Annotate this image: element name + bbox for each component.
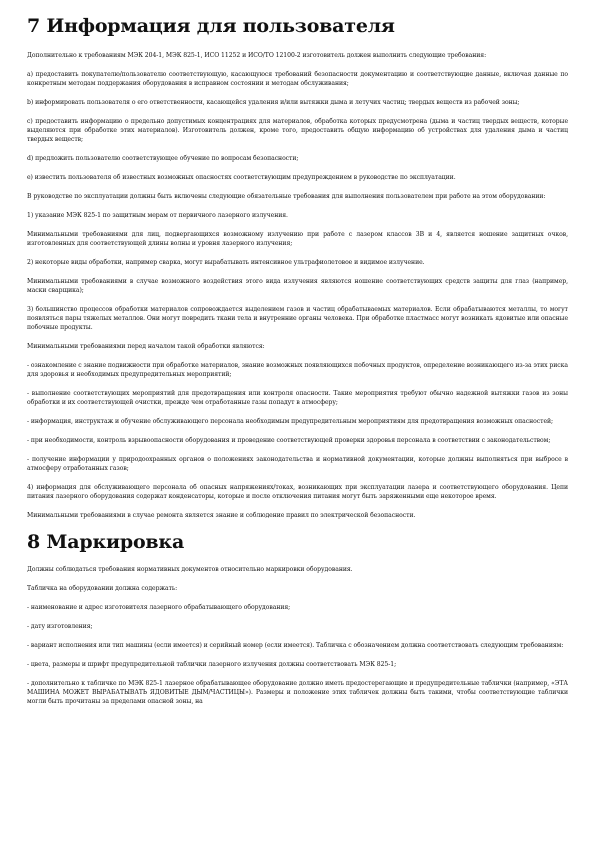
list-item: - информация, инструктаж и обучение обслуживающего персонала необходимым предупредительным мероприятиям для предотвращения возможных опасностей; [27, 418, 554, 425]
list-item: - вариант исполнения или тип машины (если имеется) и серийный номер (если имеется). Табличка с обозначением должна соответствовать следующим требованиям: [27, 642, 564, 649]
paragraph: Минимальными требованиями в случае возможного воздействия этого вида излучения являются ношение соответствующих средств защиты для глаз (например, маски сварщика); [27, 278, 568, 294]
list-item: b) информировать пользователя о его ответственности, касающейся удаления и/или вытяжки дыма и летучих частиц; твердых веществ из рабочей зоны; [27, 99, 520, 106]
list-item: - дополнительно к табличке по МЭК 825-1 лазерное обрабатывающее оборудование должно иметь предостерегающие и предупредительные таблички (например, «ЭТА МАШИНА МОЖЕТ ВЫРАБАТЫВАТЬ ЯДОВИТЫЕ ДЫМ/ЧАСТИЦЫ»). Размеры и положение этих табличек должны быть такими, чтобы соответствующие таблички могли быть прочитаны за пределами опасной зоны, на [27, 680, 568, 705]
paragraph: Минимальными требованиями перед началом такой обработки являются: [27, 343, 265, 350]
list-item: - выполнение соответствующих мероприятий для предотвращения или контроля опасности. Такие мероприятия требуют обычно надежной вытяжки газов из зоны обработки и их соответствующей очистки, прежде чем отработанные газы попадут в атмосферу; [27, 390, 568, 406]
list-item: - при необходимости, контроль взрывоопасности оборудования и проведение соответствующей проверки здоровья персонала в соответствии с законодательством; [27, 437, 551, 444]
paragraph: Минимальными требованиями в случае ремонта является знание и соблюдение правил по электрической безопасности. [27, 512, 416, 519]
paragraph: Табличка на оборудовании должна содержать: [27, 585, 178, 592]
list-item: е) известить пользователя об известных возможных опасностях соответствующим предупреждением в руководстве по эксплуатации. [27, 174, 456, 181]
paragraph: Должны соблюдаться требования нормативных документов относительно маркировки оборудования. [27, 566, 353, 573]
list-item: 4) информация для обслуживающего персонала об опасных напряжениях/токах, возникающих при эксплуатации лазера и соответствующего оборудования. Цепи питания лазерного оборудования содержат конденсаторы, которые и после отключения питания могут быть заряженными еще некоторое время. [27, 484, 568, 500]
list-item: - получение информации у природоохранных органов о положениях законодательства и нормативной документации, которые должны выполняться при выбросе в атмосферу отработанных газов; [27, 456, 568, 472]
list-item: 3) большинство процессов обработки материалов сопровождается выделением газов и частиц обрабатываемых материалов. Если обрабатываются металлы, то могут появляться пары тяжелых металлов. Они могут повредить ткани тела и внутренние органы человека. При обработке пластмасс могут возникать ядовитые или опасные побочные продукты. [27, 306, 568, 331]
list-item: 2) некоторые виды обработки, например сварка, могут вырабатывать интенсивное ультрафиолетовое и видимое излучение. [27, 259, 425, 266]
paragraph: Минимальными требованиями для лиц, подвергающихся возможному излучению при работе с лазером классов 3В и 4, является ношение защитных очков, изготовленных для соответствующей длины волны и уровня лазерного излучения; [27, 231, 568, 247]
section-8-title: 8 Маркировка [27, 531, 185, 553]
list-item: 1) указание МЭК 825-1 по защитным мерам от первичного лазерного излучения. [27, 212, 288, 219]
list-item: d) предложить пользователю соответствующее обучение по вопросам безопасности; [27, 155, 299, 162]
section-7-body [27, 51, 568, 520]
paragraph: Дополнительно к требованиям МЭК 204-1, МЭК 825-1, ИСО 11252 и ИСО/ТО 12100-2 изготовитель должен выполнить следующие требования: [27, 52, 487, 59]
list-item: а) предоставить покупателю/пользователю соответствующую, касающуюся требований безопасности документацию и соответствующие данные, включая данные по конкретным методам поддержания оборудования в исправном состоянии и методам обслуживания; [27, 71, 568, 87]
list-item: - наименование и адрес изготовителя лазерного обрабатывающего оборудования; [27, 604, 291, 611]
list-item: - ознакомление с знание подвижности при обработке материалов, знание возможных появляющихся побочных продуктов, определение возникающего из-за этих риска для здоровья и необходимых предупредительных мероприятий; [27, 362, 568, 378]
list-item: с) предоставить информацию о предельно допустимых концентрациях для материалов, обработка которых предусмотрена (дыма и частиц твердых веществ, которые выделяются при обработке этих материалов). Изготовитель должен, кроме того, предоставить общую информацию об устройствах для удаления дыма и частиц твердых веществ; [27, 118, 568, 143]
section-8-body [27, 565, 568, 706]
paragraph: В руководстве по эксплуатации должны быть включены следующие обязательные требования для выполнения пользователем при работе на этом оборудовании: [27, 193, 546, 200]
list-item: - дату изготовления; [27, 623, 93, 630]
section-7-title: 7 Информация для пользователя [27, 15, 395, 37]
list-item: - цвета, размеры и шрифт предупредительной таблички лазерного излучения должны соответствовать МЭК 825-1; [27, 661, 397, 668]
